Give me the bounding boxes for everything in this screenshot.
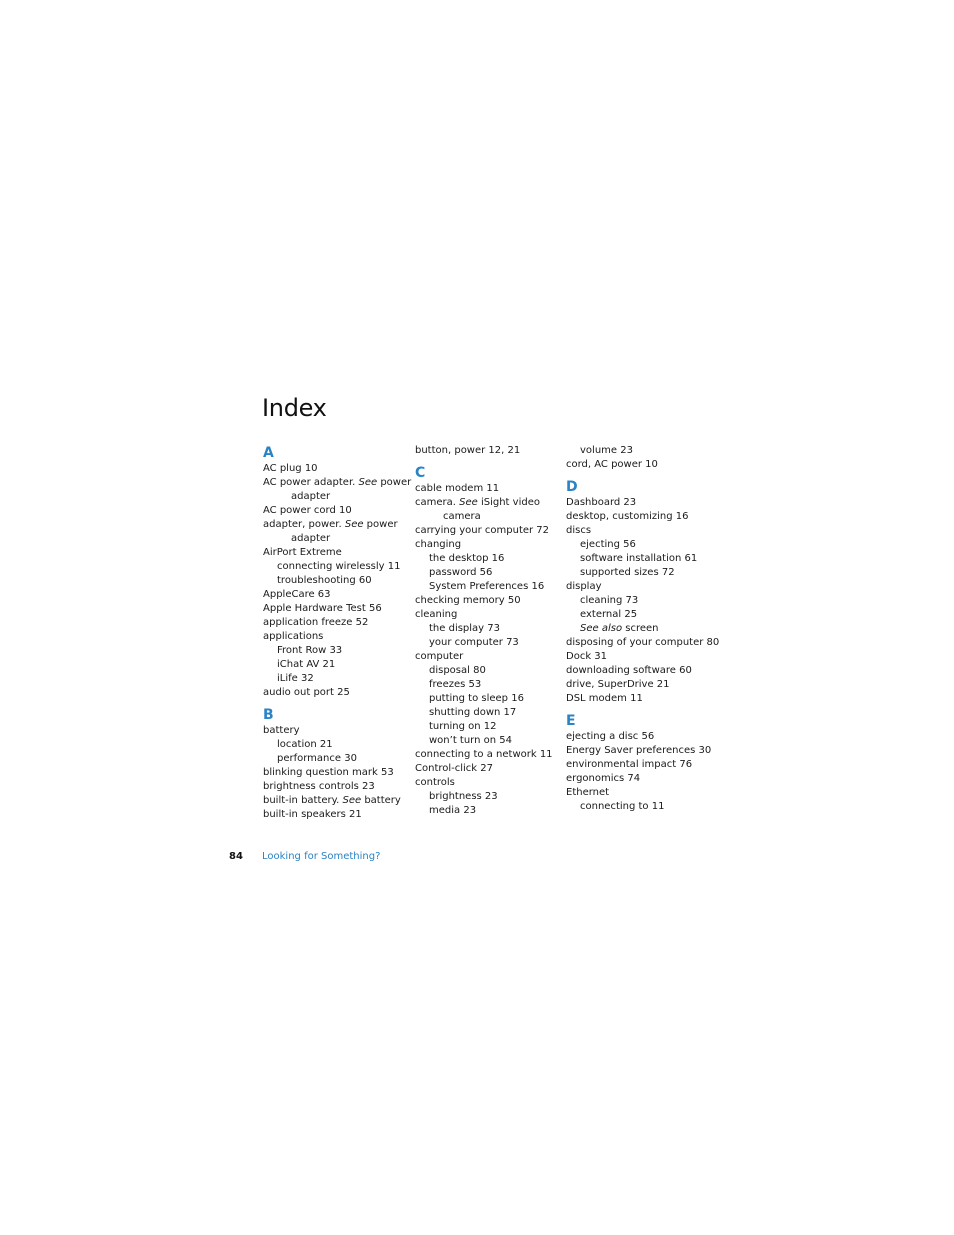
- index-entry: [263, 518, 413, 532]
- index-entry: Dashboard 23: [566, 497, 637, 508]
- index-subentry: disposal 80: [429, 665, 486, 676]
- index-entry: discs: [566, 525, 592, 536]
- entry-text: adapter, power.: [263, 519, 345, 530]
- index-entry: Energy Saver preferences 30: [566, 745, 712, 756]
- index-subentry: troubleshooting 60: [277, 575, 372, 586]
- index-subentry: location 21: [277, 739, 333, 750]
- index-entry-continuation: adapter: [291, 491, 331, 502]
- index-subentry: connecting wirelessly 11: [277, 561, 401, 572]
- index-subentry: media 23: [429, 805, 477, 816]
- index-entry: AppleCare 63: [263, 589, 331, 600]
- index-entry: ergonomics 74: [566, 773, 641, 784]
- index-subentry: software installation 61: [580, 553, 698, 564]
- index-subentry: iLife 32: [277, 673, 314, 684]
- index-subentry: won’t turn on 54: [429, 735, 512, 746]
- index-entry: button, power 12, 21: [415, 445, 521, 456]
- index-subentry: iChat AV 21: [277, 659, 336, 670]
- index-subentry: putting to sleep 16: [429, 693, 524, 704]
- entry-text: power: [377, 477, 412, 488]
- index-entry: cord, AC power 10: [566, 459, 658, 470]
- index-entry: application freeze 52: [263, 617, 369, 628]
- index-subentry: external 25: [580, 609, 638, 620]
- index-subentry: [566, 622, 716, 636]
- index-subentry: the desktop 16: [429, 553, 505, 564]
- index-entry: disposing of your computer 80: [566, 637, 720, 648]
- index-entry: AC power cord 10: [263, 505, 352, 516]
- index-entry: cable modem 11: [415, 483, 500, 494]
- index-entry: AC plug 10: [263, 463, 318, 474]
- index-entry: environmental impact 76: [566, 759, 693, 770]
- index-subentry: supported sizes 72: [580, 567, 675, 578]
- index-letter-heading: A: [263, 445, 274, 461]
- page-number: 84: [229, 851, 243, 862]
- index-entry: drive, SuperDrive 21: [566, 679, 670, 690]
- index-entry: built-in speakers 21: [263, 809, 362, 820]
- index-subentry: shutting down 17: [429, 707, 517, 718]
- index-subentry: performance 30: [277, 753, 357, 764]
- index-subentry: cleaning 73: [580, 595, 639, 606]
- entry-text: screen: [622, 623, 659, 634]
- index-letter-heading: E: [566, 713, 576, 729]
- index-entry: cleaning: [415, 609, 458, 620]
- index-entry: computer: [415, 651, 464, 662]
- index-entry: display: [566, 581, 602, 592]
- index-entry: changing: [415, 539, 462, 550]
- index-entry: [263, 476, 413, 490]
- index-entry: brightness controls 23: [263, 781, 375, 792]
- index-entry: desktop, customizing 16: [566, 511, 689, 522]
- index-entry: Ethernet: [566, 787, 610, 798]
- index-letter-heading: D: [566, 479, 578, 495]
- index-entry: checking memory 50: [415, 595, 521, 606]
- entry-text: iSight video: [477, 497, 540, 508]
- entry-text: battery: [361, 795, 401, 806]
- cross-reference-term: See also: [580, 623, 623, 634]
- footer-section-title: Looking for Something?: [262, 851, 381, 862]
- index-entry: [415, 496, 565, 510]
- index-subentry: brightness 23: [429, 791, 498, 802]
- index-subentry: ejecting 56: [580, 539, 636, 550]
- entry-text: power: [363, 519, 398, 530]
- index-entry-continuation: camera: [443, 511, 481, 522]
- entry-text: camera.: [415, 497, 460, 508]
- index-subentry: volume 23: [580, 445, 633, 456]
- index-entry: blinking question mark 53: [263, 767, 394, 778]
- index-column-1: [263, 444, 413, 822]
- index-subentry: your computer 73: [429, 637, 519, 648]
- index-entry: Control-click 27: [415, 763, 494, 774]
- index-letter-heading: C: [415, 465, 426, 481]
- index-entry: battery: [263, 725, 300, 736]
- index-entry: DSL modem 11: [566, 693, 643, 704]
- page-title: Index: [262, 394, 327, 423]
- entry-text: AC power adapter.: [263, 477, 359, 488]
- index-entry-continuation: adapter: [291, 533, 331, 544]
- index-subentry: turning on 12: [429, 721, 497, 732]
- index-subentry: connecting to 11: [580, 801, 665, 812]
- index-entry: ejecting a disc 56: [566, 731, 655, 742]
- index-entry: carrying your computer 72: [415, 525, 550, 536]
- index-column-2: [415, 444, 565, 818]
- index-entry: AirPort Extreme: [263, 547, 342, 558]
- index-subentry: password 56: [429, 567, 493, 578]
- index-subentry: Front Row 33: [277, 645, 343, 656]
- index-entry: [263, 794, 413, 808]
- cross-reference-term: See: [344, 519, 364, 530]
- index-entry: controls: [415, 777, 455, 788]
- index-entry: applications: [263, 631, 324, 642]
- index-entry: Dock 31: [566, 651, 608, 662]
- index-entry: Apple Hardware Test 56: [263, 603, 382, 614]
- cross-reference-term: See: [459, 497, 478, 508]
- entry-text: built-in battery.: [263, 795, 343, 806]
- index-letter-heading: B: [263, 707, 274, 723]
- index-subentry: freezes 53: [429, 679, 482, 690]
- index-subentry: System Preferences 16: [429, 581, 545, 592]
- index-entry: connecting to a network 11: [415, 749, 553, 760]
- index-subentry: the display 73: [429, 623, 501, 634]
- cross-reference-term: See: [358, 477, 378, 488]
- index-entry: audio out port 25: [263, 687, 350, 698]
- index-column-3: [566, 444, 720, 814]
- index-entry: downloading software 60: [566, 665, 692, 676]
- cross-reference-term: See: [342, 795, 362, 806]
